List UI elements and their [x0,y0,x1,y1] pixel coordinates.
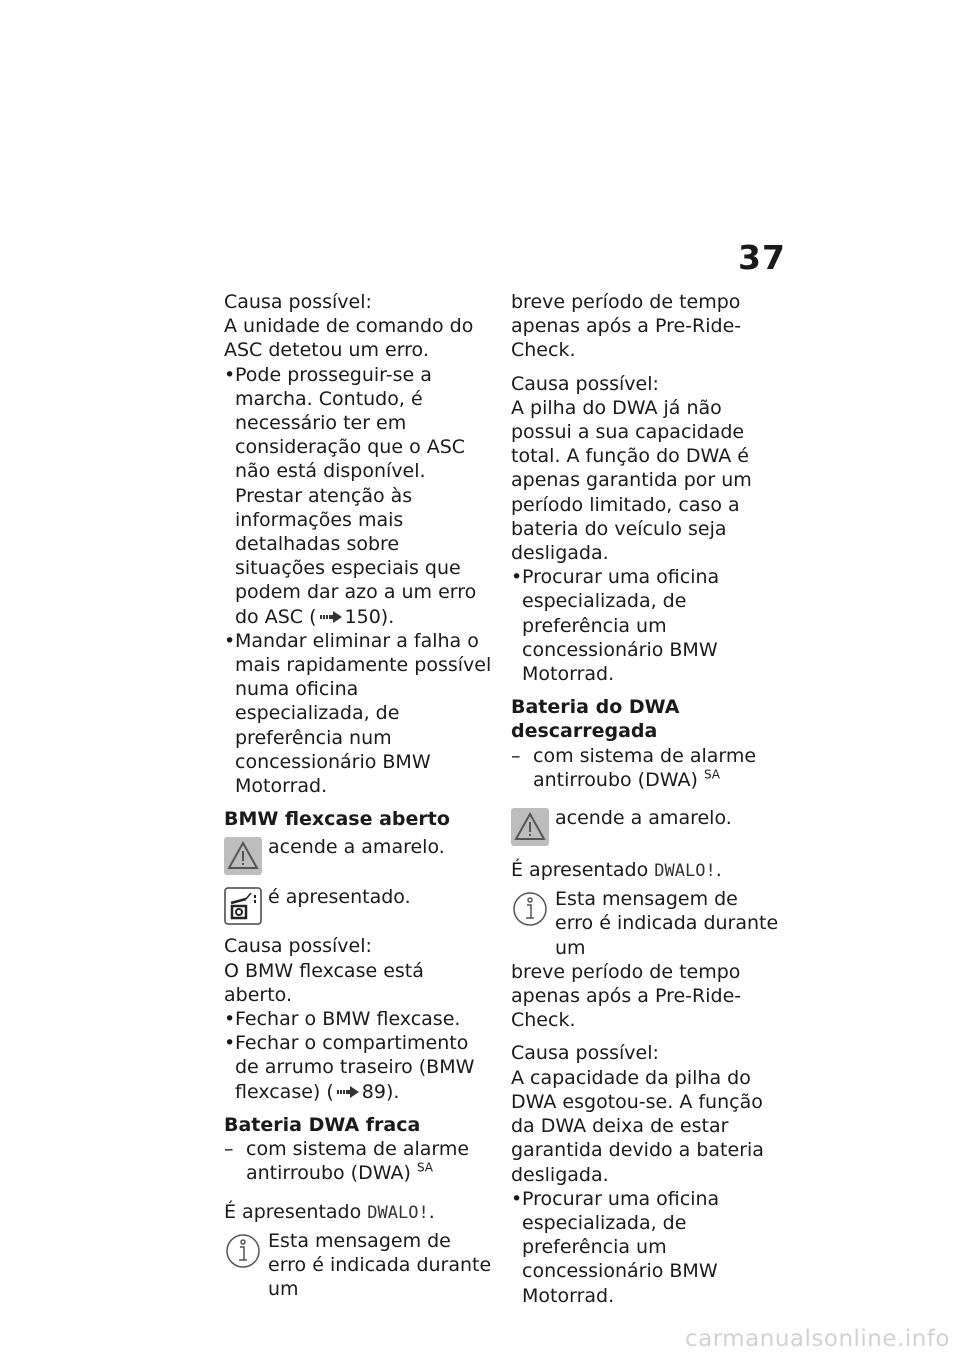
info-text-continued: breve período de tempo apenas após a Pre-Ride-Check. [511,960,742,1032]
equipment-note [224,1137,492,1185]
indicator-row [224,835,492,875]
info-text-continued: breve período de tempo apenas após a Pre-Ride-Check. [511,291,742,362]
bullet-text: Pode prosseguir-se a marcha. Contudo, é necessário ter em consideração que o ASC não está disponível. Prestar atenção às informações mais detalhadas sobre situações especiais que podem dar azo a um erro do ASC [235,363,477,628]
cause-label: Causa possível: [511,1042,659,1065]
bullet-item: • Procurar uma oficina especializada, de preferência um concessionário BMW Motorrad. [511,1187,781,1308]
cause-text: A unidade de comando do ASC detetou um erro. [224,315,474,362]
display-prefix: É apresentado [224,1200,362,1223]
equipment-note [511,744,781,792]
info-text: Esta mensagem de erro é indicada durante um [555,888,779,959]
equipment-text: com sistema de alarme antirroubo (DWA) [533,744,757,791]
display-code: DWALO! [654,861,716,882]
equipment-marker: SA [703,767,720,782]
display-prefix: É apresentado [511,859,649,882]
right-column [511,290,781,1308]
indicator-text: acende a amarelo. [555,807,732,830]
bullet-item: • Fechar o compartimento de arrumo traseiro (BMW flexcase) ( 89). [224,1031,492,1104]
bullet-item: • Mandar eliminar a falha o mais rapidamente possível numa oficina especializada, de preferência num concessionário BMW Motorrad. [224,629,492,798]
reference-arrow-icon [337,1086,359,1098]
warning-triangle-icon [224,837,262,875]
flexcase-open-icon [224,887,262,925]
cause-text: A pilha do DWA já não possui a sua capacidade total. A função do DWA é apenas garantida por um período limitado, caso a bateria do veículo seja desligada. [511,396,752,565]
bullet-item: • Procurar uma oficina especializada, de preferência um concessionário BMW Motorrad. [511,565,781,686]
cause-label: Causa possível: [224,291,372,313]
cause-text: O BMW flexcase está aberto. [224,959,424,1006]
cause-label: Causa possível: [224,935,372,958]
section-heading: Bateria do DWA descarregada [511,696,680,743]
indicator-text: acende a amarelo. [268,836,445,859]
page-reference[interactable]: 150). [344,605,395,628]
indicator-row [224,885,492,925]
info-icon [224,1231,262,1269]
info-row [511,887,781,960]
bullet-item: • Pode prosseguir-se a marcha. Contudo, é necessário ter em consideração que o ASC não está disponível. Prestar atenção às informações mais detalhadas sobre situações especiais que podem dar azo a um erro do ASC ( 150). [224,363,492,629]
page-number: 37 [738,238,786,277]
info-icon [511,889,549,927]
display-text [511,858,781,883]
display-code: DWALO! [367,1202,429,1223]
display-suffix: . [715,859,722,882]
info-text: Esta mensagem de erro é indicada durante um [268,1229,492,1301]
reference-arrow-icon [320,611,342,623]
info-row [224,1229,492,1302]
cause-label: Causa possível: [511,372,659,395]
display-text [224,1200,492,1225]
section-heading: BMW flexcase aberto [224,808,450,831]
watermark: carmanualsonline.info [684,1326,950,1352]
indicator-text: é apresentado. [268,886,411,909]
bullet-text: Fechar o compartimento de arrumo traseiro (BMW flexcase) [235,1032,475,1103]
display-suffix: . [428,1200,435,1223]
warning-triangle-icon [511,808,549,846]
left-column [224,290,492,1301]
indicator-row [511,806,781,846]
bullet-item: • Fechar o BMW flexcase. [224,1007,492,1031]
equipment-marker: SA [416,1160,433,1175]
page-reference[interactable]: 89). [361,1080,400,1103]
equipment-text: com sistema de alarme antirroubo (DWA) [246,1138,470,1185]
cause-text: A capacidade da pilha do DWA esgotou-se. A função da DWA deixa de estar garantida devido a bateria desligada. [511,1066,764,1186]
section-heading: Bateria DWA fraca [224,1113,421,1136]
